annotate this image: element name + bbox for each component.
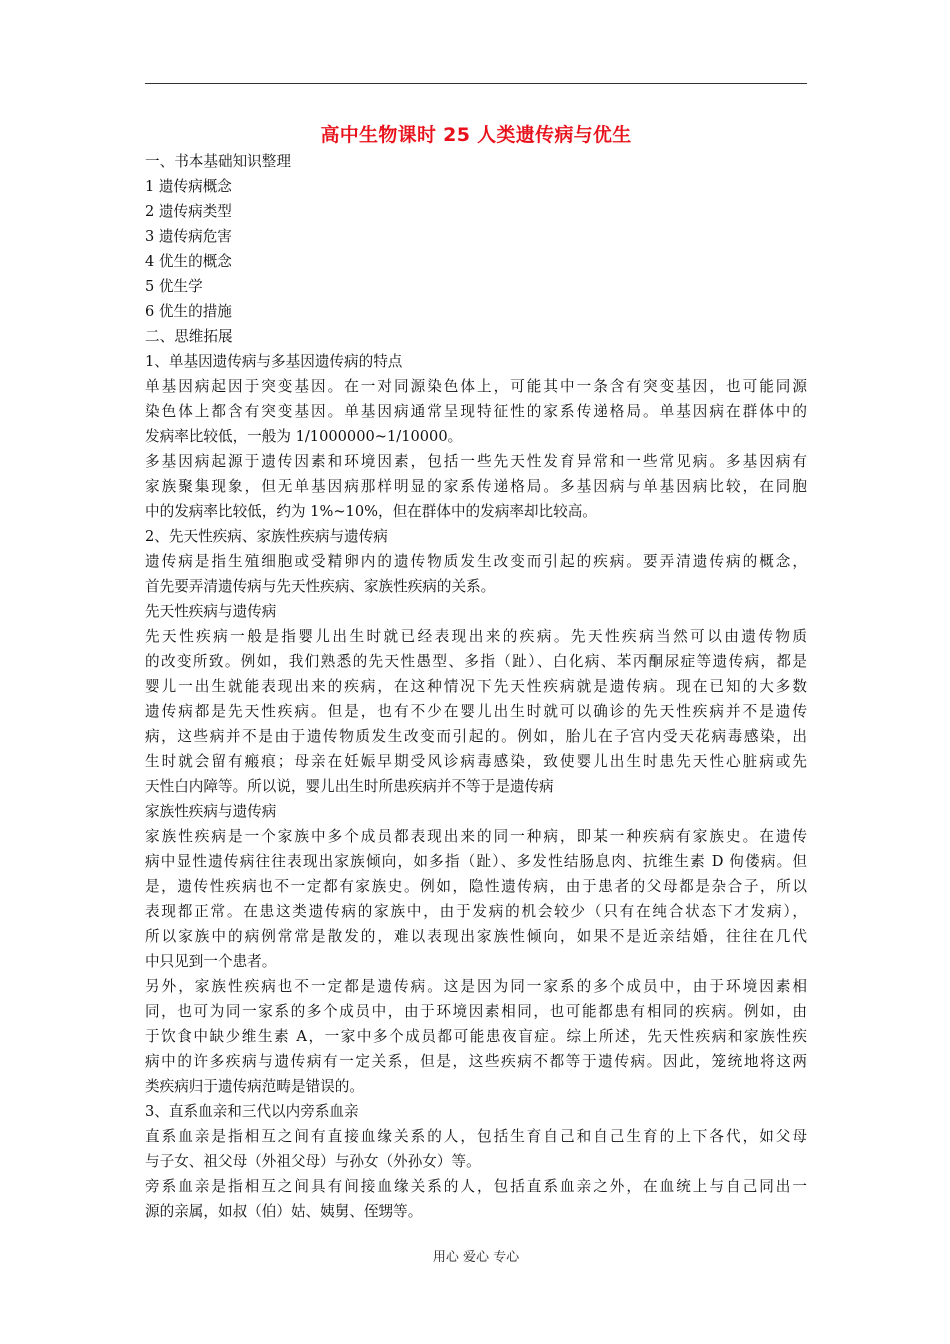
paragraph-line: 家族性疾病是一个家族中多个成员都表现出来的同一种病，即某一种疾病有家族史。在遗传 [145, 828, 807, 845]
header-rule [145, 83, 807, 84]
paragraph-line: 旁系血亲是指相互之间具有间接血缘关系的人，包括直系血亲之外，在血统上与自己同出一 [145, 1178, 807, 1195]
subsection-heading: 先天性疾病与遗传病 [145, 603, 277, 620]
subsection-heading: 家族性疾病与遗传病 [145, 803, 277, 820]
paragraph-line: 是，遗传性疾病也不一定都有家族史。例如，隐性遗传病，由于患者的父母都是杂合子，所以 [145, 878, 807, 895]
paragraph-line: 的改变所致。例如，我们熟悉的先天性愚型、多指（趾）、白化病、苯丙酮尿症等遗传病，都是 [145, 653, 807, 670]
paragraph-line: 病中显性遗传病往往表现出家族倾向，如多指（趾）、多发性结肠息肉、抗维生素 D 佝偻病。但 [145, 853, 807, 870]
paragraph-line: 家族聚集现象，但无单基因病那样明显的家系传递格局。多基因病与单基因病比较，在同胞 [145, 478, 807, 495]
subsection-heading: 1、单基因遗传病与多基因遗传病的特点 [145, 353, 403, 370]
paragraph-line: 生时就会留有瘢痕；母亲在妊娠早期受风诊病毒感染，致使婴儿出生时患先天性心脏病或先 [145, 753, 807, 770]
list-item: 2 遗传病类型 [145, 203, 232, 220]
list-item: 5 优生学 [145, 278, 203, 295]
paragraph-line: 与子女、祖父母（外祖父母）与孙女（外孙女）等。 [145, 1153, 481, 1170]
paragraph-line: 遗传病都是先天性疾病。但是，也有不少在婴儿出生时就可以确诊的先天性疾病并不是遗传 [145, 703, 807, 720]
document-title: 高中生物课时 25 人类遗传病与优生 [320, 124, 632, 146]
paragraph-line: 源的亲属，如叔（伯）姑、姨舅、侄甥等。 [145, 1203, 423, 1220]
paragraph-line: 病，这些病并不是由于遗传物质发生改变而引起的。例如，胎儿在子宫内受天花病毒感染，出 [145, 728, 807, 745]
list-item: 1 遗传病概念 [145, 178, 232, 195]
paragraph-line: 类疾病归于遗传病范畴是错误的。 [145, 1078, 364, 1095]
paragraph-line: 中只见到一个患者。 [145, 953, 277, 970]
list-item: 4 优生的概念 [145, 253, 232, 270]
paragraph-line: 另外，家族性疾病也不一定都是遗传病。这是因为同一家系的多个成员中，由于环境因素相 [145, 978, 807, 995]
paragraph-line: 表现都正常。在患这类遗传病的家族中，由于发病的机会较少（只有在纯合状态下才发病）， [145, 903, 807, 920]
document-body [145, 149, 807, 1224]
paragraph-line: 于饮食中缺少维生素 A，一家中多个成员都可能患夜盲症。综上所述，先天性疾病和家族性疾 [145, 1028, 807, 1045]
section-heading: 一、书本基础知识整理 [145, 153, 291, 170]
subsection-heading: 2、先天性疾病、家族性疾病与遗传病 [145, 528, 388, 545]
paragraph-line: 单基因病起因于突变基因。在一对同源染色体上，可能其中一条含有突变基因，也可能同源 [145, 378, 807, 395]
list-item: 6 优生的措施 [145, 303, 232, 320]
paragraph-line: 发病率比较低，一般为 1/1000000~1/10000。 [145, 428, 463, 445]
paragraph-line: 病中的许多疾病与遗传病有一定关系，但是，这些疾病不都等于遗传病。因此，笼统地将这两 [145, 1053, 807, 1070]
section-heading: 二、思维拓展 [145, 328, 233, 345]
paragraph-line: 中的发病率比较低，约为 1%~10%，但在群体中的发病率却比较高。 [145, 503, 597, 520]
page-footer: 用心 爱心 专心 [432, 1250, 520, 1265]
paragraph-line: 首先要弄清遗传病与先天性疾病、家族性疾病的关系。 [145, 578, 496, 595]
paragraph-line: 染色体上都含有突变基因。单基因病通常呈现特征性的家系传递格局。单基因病在群体中的 [145, 403, 807, 420]
paragraph-line: 天性白内障等。所以说，婴儿出生时所患疾病并不等于是遗传病 [145, 778, 554, 795]
subsection-heading: 3、直系血亲和三代以内旁系血亲 [145, 1103, 359, 1120]
paragraph-line: 先天性疾病一般是指婴儿出生时就已经表现出来的疾病。先天性疾病当然可以由遗传物质 [145, 628, 807, 645]
paragraph-line: 所以家族中的病例常常是散发的，难以表现出家族性倾向，如果不是近亲结婚，往往在几代 [145, 928, 807, 945]
paragraph-line: 遗传病是指生殖细胞或受精卵内的遗传物质发生改变而引起的疾病。要弄清遗传病的概念， [145, 553, 807, 570]
paragraph-line: 多基因病起源于遗传因素和环境因素，包括一些先天性发育异常和一些常见病。多基因病有 [145, 453, 807, 470]
paragraph-line: 直系血亲是指相互之间有直接血缘关系的人，包括生育自己和自己生育的上下各代，如父母 [145, 1128, 807, 1145]
paragraph-line: 同，也可为同一家系的多个成员中，由于环境因素相同，也可能都患有相同的疾病。例如，由 [145, 1003, 807, 1020]
paragraph-line: 婴儿一出生就能表现出来的疾病，在这种情况下先天性疾病就是遗传病。现在已知的大多数 [145, 678, 807, 695]
list-item: 3 遗传病危害 [145, 228, 232, 245]
